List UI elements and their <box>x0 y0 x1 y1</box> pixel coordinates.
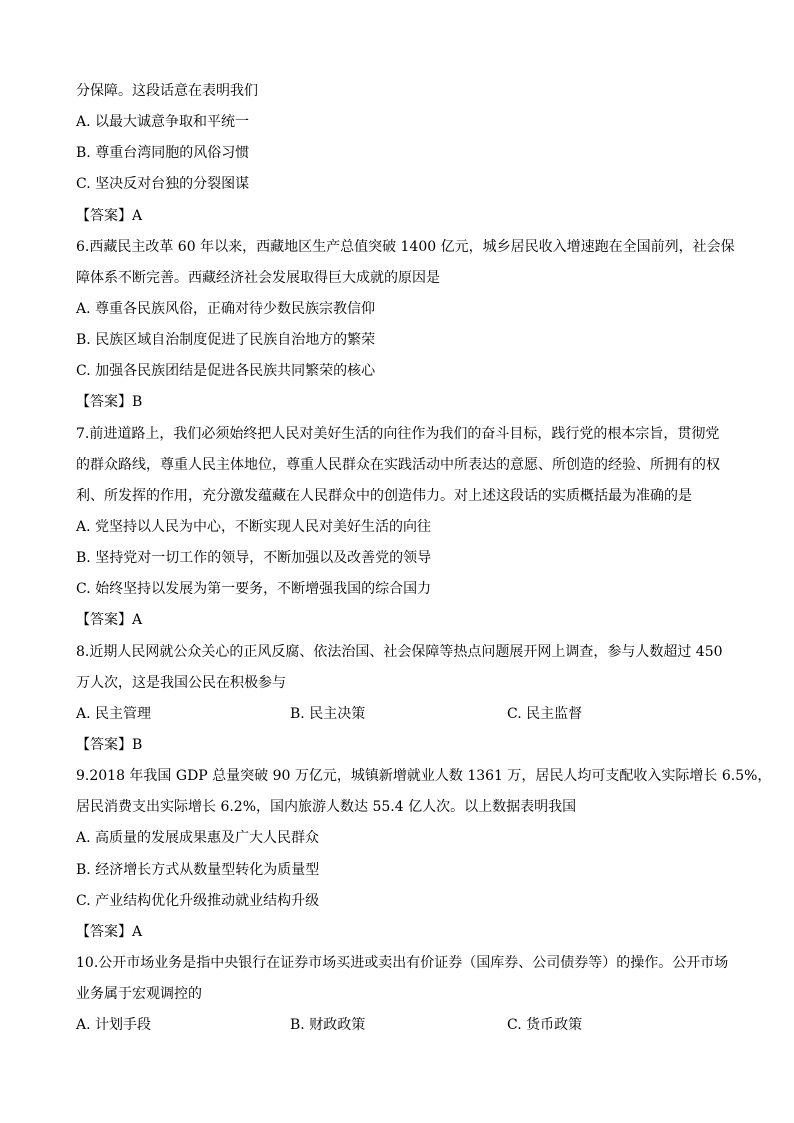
q8-answer: 【答案】B <box>76 736 143 753</box>
q5-option-a: A. 以最大诚意争取和平统一 <box>76 114 250 131</box>
q10-options-row <box>76 1010 726 1041</box>
q6-answer: 【答案】B <box>76 394 143 411</box>
q7-stem-line-3: 利、所发挥的作用，充分激发蕴藏在人民群众中的创造伟力。对上述这段话的实质概括最为准确的是 <box>76 487 692 504</box>
q8-stem-line-2: 万人次，这是我国公民在积极参与 <box>76 674 286 691</box>
q5-option-b: B. 尊重台湾同胞的风俗习惯 <box>76 145 250 162</box>
q7-answer: 【答案】A <box>76 612 143 629</box>
q6-stem-line-2: 障体系不断完善。西藏经济社会发展取得巨大成就的原因是 <box>76 269 440 286</box>
q9-stem-line-1: 9.2018 年我国 GDP 总量突破 90 万亿元，城镇新增就业人数 1361 万，居民人均可支配收入实际增长 6.5%， <box>76 768 772 785</box>
q8-option-b: B. 民主决策 <box>290 705 366 722</box>
q9-option-b: B. 经济增长方式从数量型转化为质量型 <box>76 861 320 878</box>
q8-option-c: C. 民主监督 <box>507 705 583 722</box>
q10-stem-line-2: 业务属于宏观调控的 <box>76 986 202 1003</box>
q6-option-a: A. 尊重各民族风俗，正确对待少数民族宗教信仰 <box>76 300 376 317</box>
q10-stem-line-1: 10.公开市场业务是指中央银行在证券市场买进或卖出有价证券（国库券、公司债券等）的操作。公开市场 <box>76 954 729 971</box>
q5-option-c: C. 坚决反对台独的分裂图谋 <box>76 176 250 193</box>
q6-stem-line-1: 6.西藏民主改革 60 年以来，西藏地区生产总值突破 1400 亿元，城乡居民收入增速跑在全国前列，社会保 <box>76 238 735 255</box>
q9-option-c: C. 产业结构优化升级推动就业结构升级 <box>76 892 320 909</box>
q6-option-b: B. 民族区域自治制度促进了民族自治地方的繁荣 <box>76 332 376 349</box>
q9-answer: 【答案】A <box>76 923 143 940</box>
q8-options-row <box>76 699 726 730</box>
q10-option-a: A. 计划手段 <box>76 1017 152 1034</box>
q5-stem-continuation: 分保障。这段话意在表明我们 <box>76 83 258 99</box>
document-page <box>76 76 772 1041</box>
q5-answer: 【答案】A <box>76 207 143 224</box>
q7-stem-line-2: 的群众路线，尊重人民主体地位，尊重人民群众在实践活动中所表达的意愿、所创造的经验、所拥有的权 <box>76 456 720 473</box>
q10-option-b: B. 财政政策 <box>290 1017 366 1034</box>
q10-option-c: C. 货币政策 <box>507 1017 583 1034</box>
q9-option-a: A. 高质量的发展成果惠及广大人民群众 <box>76 830 320 847</box>
q7-stem-line-1: 7.前进道路上，我们必须始终把人民对美好生活的向往作为我们的奋斗目标，践行党的根本宗旨，贯彻党 <box>76 425 720 442</box>
q9-stem-line-2: 居民消费支出实际增长 6.2%，国内旅游人数达 55.4 亿人次。以上数据表明我国 <box>76 799 577 816</box>
q7-option-c: C. 始终坚持以发展为第一要务，不断增强我国的综合国力 <box>76 581 432 598</box>
q7-option-a: A. 党坚持以人民为中心，不断实现人民对美好生活的向往 <box>76 518 432 535</box>
q7-option-b: B. 坚持党对一切工作的领导，不断加强以及改善党的领导 <box>76 550 432 567</box>
q6-option-c: C. 加强各民族团结是促进各民族共同繁荣的核心 <box>76 363 376 380</box>
q8-option-a: A. 民主管理 <box>76 705 152 722</box>
q8-stem-line-1: 8.近期人民网就公众关心的正风反腐、依法治国、社会保障等热点问题展开网上调查，参与人数超过 450 <box>76 643 723 660</box>
